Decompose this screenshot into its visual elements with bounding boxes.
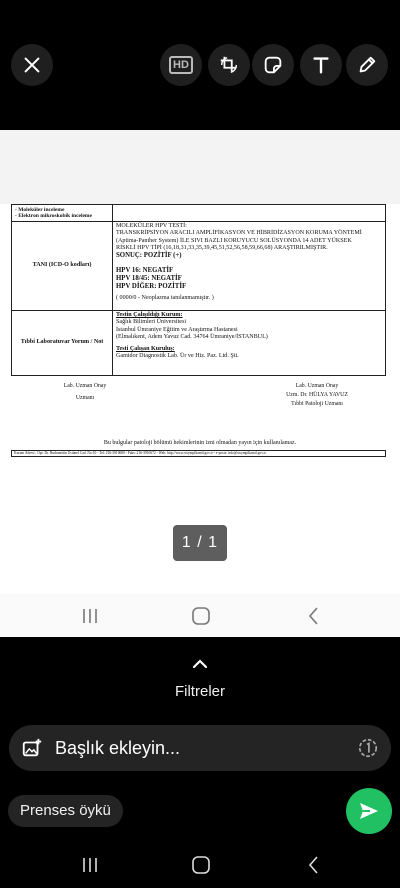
pencil-icon [356, 54, 378, 76]
top-right-cell [113, 205, 386, 222]
signature-line: Uzm. Dr. HÜLYA YAVUZ [286, 392, 348, 398]
close-icon [21, 54, 43, 76]
signature-left [40, 382, 130, 403]
system-navbar [0, 842, 400, 888]
hd-quality-button[interactable] [160, 44, 202, 86]
recent-apps-icon[interactable] [78, 604, 102, 628]
text-icon [310, 54, 332, 76]
test-description: RİSKLİ HPV TİPİ (16,18,31,33,35,39,45,51,52,56,58,59,66,68) ARAŞTIRILMIŞTIR. [116, 244, 328, 251]
view-once-icon[interactable] [357, 737, 379, 759]
neoplasm-note: ( 0000/0 - Neoplazma tanılanmamıştır. ) [116, 295, 214, 302]
chevron-up-icon[interactable] [189, 657, 211, 671]
crop-rotate-icon [218, 54, 240, 76]
lab-institution-line: İstanbul Ümraniye Eğitim ve Araştırma Hastanesi [116, 326, 238, 333]
back-icon[interactable] [302, 853, 326, 877]
close-button[interactable] [11, 44, 53, 86]
report-table [11, 204, 386, 376]
lab-institution-title: Testin Çalışıldığı Kurum: [116, 312, 183, 318]
sender-title: Testi Çalışan Kuruluş: [116, 346, 175, 353]
caption-placeholder: Başlık ekleyin... [55, 738, 181, 758]
hd-icon: HD [169, 56, 193, 74]
lab-institution-line: (Elmalıkent, Adem Yavuz Cad. 34764 Ümraniye/İSTANBUL) [116, 333, 268, 340]
back-icon[interactable] [302, 604, 326, 628]
home-icon[interactable] [189, 604, 213, 628]
signature-line: Lab. Uzman Onay [63, 383, 107, 389]
hpv-other-result: HPV DİĞER: POZİTİF [116, 283, 187, 291]
signature-line: Lab. Uzman Onay [295, 383, 339, 389]
send-icon [357, 799, 381, 823]
hpv16-result: HPV 16: NEGATİF [116, 267, 174, 275]
bottom-panel [0, 637, 400, 888]
filters-label[interactable]: Filtreler [174, 683, 225, 700]
diagnosis-content [113, 222, 386, 311]
signature-right [262, 382, 372, 409]
image-preview[interactable] [0, 130, 400, 637]
recipient-chip[interactable]: Prenses öykü [8, 795, 123, 827]
hpv1845-result: HPV 18/45: NEGATİF [116, 275, 182, 283]
crop-rotate-button[interactable] [208, 44, 250, 86]
signature-line: Tıbbi Patoloji Uzmanı [291, 401, 343, 407]
test-result: SONUÇ: POZİTİF (+) [116, 252, 182, 260]
draw-button[interactable] [346, 44, 388, 86]
diagnosis-label: TANI (ICD-O kodları) [12, 222, 113, 311]
editor-toolbar [0, 0, 400, 130]
signature-line: Uzmanı [75, 395, 95, 401]
page-indicator: 1 / 1 [173, 525, 227, 561]
footnote: Bu bulgular patoloji bölümü hekimlerinin izni olmadan yayın için kullanılamaz. [103, 440, 297, 446]
text-tool-button[interactable] [300, 44, 342, 86]
recent-apps-icon[interactable] [78, 853, 102, 877]
test-description: TRANSKRİPSİYON ARACILI AMPLİFİKASYON VE HİBRİDİZASYON KORUMA YÖNTEMİ [116, 230, 362, 237]
lab-content [113, 311, 386, 376]
sender-name: Gamidor Diagnostik Lab. Ür ve Hiz. Paz. Ltd. Şti. [116, 353, 239, 360]
footer-address: Kurum Adresi : Opr. Dr. Burhanettin Üstünel Cad. No:10 - Tel: 216-3910680 - Faks: 216-3910672 - Web: http://www.sisympfkamil.gov.tr - e-posta: info@sisympfkamil.gov.tr [11, 450, 386, 457]
send-button[interactable] [346, 788, 392, 834]
top-item: - Elektron mikroskobik inceleme [15, 213, 92, 219]
home-icon[interactable] [189, 853, 213, 877]
sticker-button[interactable] [252, 44, 294, 86]
caption-input[interactable] [9, 725, 391, 771]
test-description: (Aptima-Panther System) İLE SIVI BAZLI KORUYUCU SOLÜSYONDA 14 ADET YÜKSEK [116, 237, 352, 244]
test-title: MOLEKÜLER HPV TESTİ: [116, 223, 187, 229]
add-photo-icon[interactable] [21, 737, 43, 759]
sticker-icon [262, 54, 284, 76]
lab-institution-line: Sağlık Bilimleri Üniversitesi [116, 319, 187, 326]
preview-navbar [0, 594, 400, 637]
top-items-cell [12, 205, 113, 222]
lab-label: Tıbbi Laboratuvar Yorum / Not [12, 311, 113, 376]
top-item: - Moleküler inceleme [15, 206, 65, 213]
